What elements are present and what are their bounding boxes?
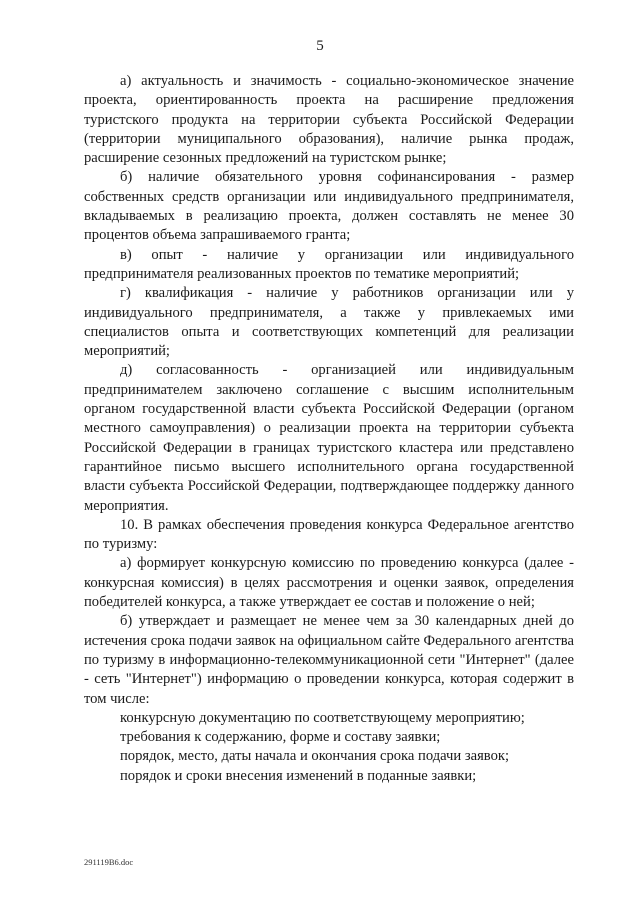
- paragraph-criterion-c: в) опыт - наличие у организации или индивидуального предпринимателя реализованных проектов по тематике мероприятий;: [84, 246, 574, 282]
- paragraph-criterion-a: а) актуальность и значимость - социально-экономическое значение проекта, ориентированность проекта на расширение предложения туристского продукта на территории субъекта Российской Федерации (территории муниципального образования), наличие рынка продаж, расширение сезонных предложений на туристском рынке;: [84, 73, 574, 167]
- list-item-submission-dates: порядок, место, даты начала и окончания срока подачи заявок;: [120, 748, 510, 765]
- document-body: [84, 72, 574, 786]
- page-number: 5: [316, 38, 324, 54]
- paragraph-section-10-b: б) утверждает и размещает не менее чем за 30 календарных дней до истечения срока подачи заявок на официальном сайте Федерального агентства по туризму в информационно-телекоммуникационной сети "Интернет" (далее - сеть "Интернет") информацию о проведении конкурса, которая содержит в том числе:: [84, 613, 574, 707]
- list-item-documentation: конкурсную документацию по соответствующему мероприятию;: [120, 709, 525, 726]
- paragraph-criterion-b: б) наличие обязательного уровня софинансирования - размер собственных средств организации или индивидуального предпринимателя, вкладываемых в реализацию проекта, должен составлять не менее 30 процентов объема запрашиваемого гранта;: [84, 169, 574, 244]
- paragraph-criterion-e: д) согласованность - организацией или индивидуальным предпринимателем заключено соглашение с высшим исполнительным органом государственной власти субъекта Российской Федерации (органом местного самоуправления) о реализации проекта на территории субъекта Российской Федерации в границах туристского кластера или представлено гарантийное письмо высшего исполнительного органа государственной власти субъекта Российской Федерации, подтверждающее поддержку данного мероприятия.: [84, 362, 574, 514]
- paragraph-section-10-a: а) формирует конкурсную комиссию по проведению конкурса (далее - конкурсная комиссия) в целях рассмотрения и оценки заявок, определения победителей конкурса, а также утверждает ее состав и положение о ней;: [84, 555, 574, 611]
- file-name-footer: 291119B6.doc: [84, 857, 134, 867]
- paragraph-section-10: 10. В рамках обеспечения проведения конкурса Федеральное агентство по туризму:: [84, 516, 574, 553]
- paragraph-criterion-d: г) квалификация - наличие у работников организации или у индивидуального предпринимателя, а также у привлекаемых ими специалистов опыта и соответствующих компетенций для реализации мероприятий;: [84, 285, 574, 360]
- list-item-amendments: порядок и сроки внесения изменений в поданные заявки;: [120, 767, 477, 784]
- list-item-requirements: требования к содержанию, форме и составу заявки;: [120, 729, 441, 746]
